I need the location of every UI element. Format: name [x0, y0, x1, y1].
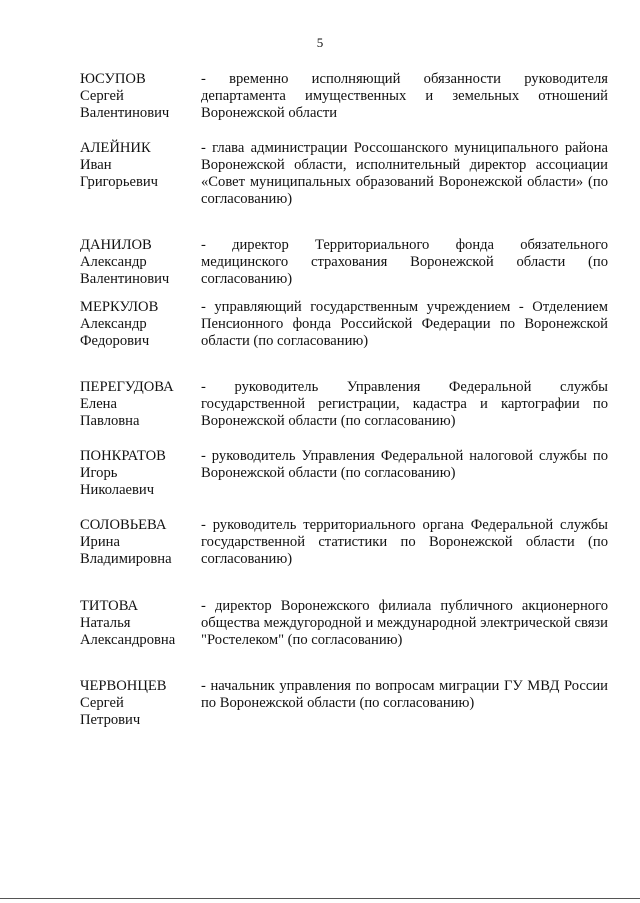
member-first-name: Наталья: [80, 615, 131, 631]
member-role: - руководитель Управления Федеральной налоговой службы по Воронежской области (по согласованию): [201, 448, 608, 481]
member-name: [80, 237, 198, 288]
member-patronymic: Валентинович: [80, 271, 170, 287]
member-patronymic: Павловна: [80, 413, 140, 429]
member-surname: ПОНКРАТОВ: [80, 448, 166, 464]
member-name: [80, 71, 198, 122]
member-name: [80, 140, 198, 191]
member-first-name: Александр: [80, 316, 147, 332]
member-role: - глава администрации Россошанского муниципального района Воронежской области, исполнительный директор ассоциации «Совет муниципальных образований Воронежской области» (по согласованию): [201, 140, 608, 207]
member-role: - руководитель Управления Федеральной службы государственной регистрации, кадастра и картографии по Воронежской области (по согласованию): [201, 379, 608, 429]
member-patronymic: Александровна: [80, 632, 176, 648]
member-surname: ЧЕРВОНЦЕВ: [80, 678, 167, 694]
member-patronymic: Григорьевич: [80, 174, 159, 190]
member-surname: ДАНИЛОВ: [80, 237, 152, 253]
scan-bottom-edge: [0, 898, 640, 899]
member-role: - управляющий государственным учреждением - Отделением Пенсионного фонда Российской Федерации по Воронежской области (по согласованию): [201, 299, 608, 349]
member-patronymic: Валентинович: [80, 105, 170, 121]
member-first-name: Ирина: [80, 534, 120, 550]
member-role: - директор Территориального фонда обязательного медицинского страхования Воронежской области (по согласованию): [201, 237, 608, 287]
member-first-name: Сергей: [80, 88, 124, 104]
member-role: - директор Воронежского филиала публичного акционерного общества междугородной и международной электрической связи "Ростелеком" (по согласованию): [201, 598, 608, 648]
member-name: [80, 598, 198, 649]
member-surname: МЕРКУЛОВ: [80, 299, 159, 315]
member-name: [80, 299, 198, 350]
member-patronymic: Николаевич: [80, 482, 155, 498]
member-role: - временно исполняющий обязанности руководителя департамента имущественных и земельных отношений Воронежской области: [201, 71, 608, 121]
member-patronymic: Петрович: [80, 712, 141, 728]
page-number: 5: [316, 35, 324, 50]
member-role: - руководитель территориального органа Федеральной службы государственной статистики по Воронежской области (по согласованию): [201, 517, 608, 567]
member-surname: АЛЕЙНИК: [80, 140, 151, 156]
member-name: [80, 678, 198, 729]
member-first-name: Иван: [80, 157, 112, 173]
member-surname: ПЕРЕГУДОВА: [80, 379, 174, 395]
member-role: - начальник управления по вопросам миграции ГУ МВД России по Воронежской области (по согласованию): [201, 678, 608, 711]
member-first-name: Игорь: [80, 465, 118, 481]
member-first-name: Александр: [80, 254, 147, 270]
member-patronymic: Федорович: [80, 333, 150, 349]
member-patronymic: Владимировна: [80, 551, 172, 567]
member-surname: ЮСУПОВ: [80, 71, 146, 87]
member-surname: ТИТОВА: [80, 598, 139, 614]
member-name: [80, 448, 198, 499]
member-first-name: Елена: [80, 396, 117, 412]
member-name: [80, 517, 198, 568]
member-name: [80, 379, 198, 430]
member-first-name: Сергей: [80, 695, 124, 711]
member-surname: СОЛОВЬЕВА: [80, 517, 167, 533]
